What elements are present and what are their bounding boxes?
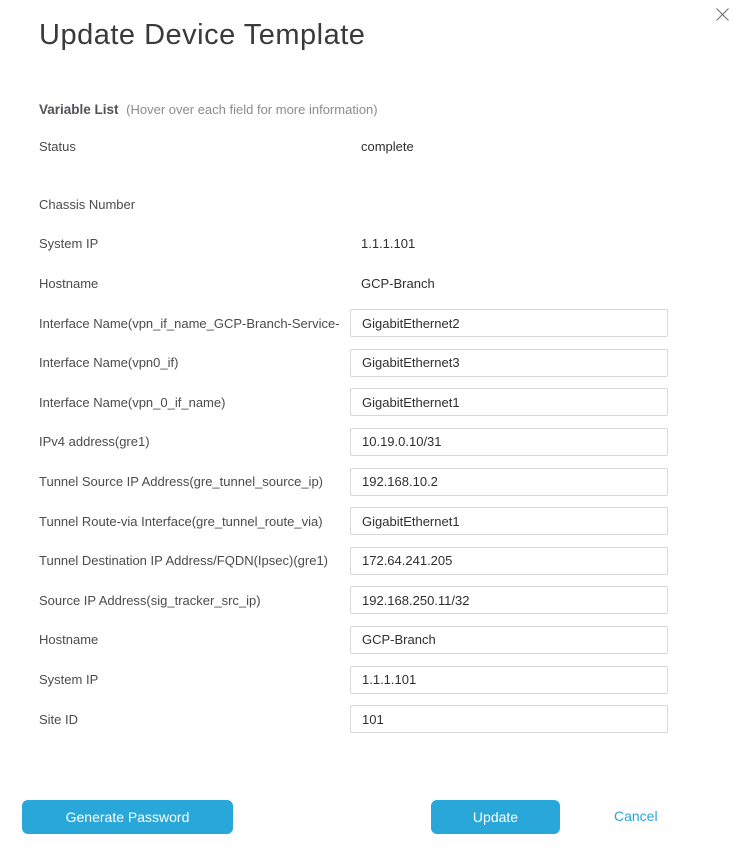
field-label: Tunnel Destination IP Address/FQDN(Ipsec)(gre1) xyxy=(39,553,329,569)
variable-row-static xyxy=(39,224,668,264)
variable-row-editable xyxy=(39,501,668,541)
field-value: 1.1.1.101 xyxy=(361,236,416,252)
variable-row-static xyxy=(39,127,668,167)
variable-row-editable xyxy=(39,581,668,621)
field-input[interactable] xyxy=(350,507,668,535)
variable-list-label: Variable List xyxy=(39,102,119,117)
field-label: Hostname xyxy=(39,276,99,292)
field-input[interactable] xyxy=(350,428,668,456)
field-label: System IP xyxy=(39,672,99,688)
field-label: Hostname xyxy=(39,632,99,648)
field-input[interactable] xyxy=(350,666,668,694)
variable-row-editable xyxy=(39,620,668,660)
variable-row-static xyxy=(39,264,668,304)
field-label: Interface Name(vpn0_if) xyxy=(39,355,179,371)
field-input[interactable] xyxy=(350,468,668,496)
variable-row-editable xyxy=(39,462,668,502)
field-label: Interface Name(vpn_if_name_GCP-Branch-Service- xyxy=(39,315,340,331)
variable-row-editable xyxy=(39,383,668,423)
variable-list-hint: (Hover over each field for more information) xyxy=(126,102,378,117)
variable-row-editable xyxy=(39,343,668,383)
field-input[interactable] xyxy=(350,586,668,614)
field-input[interactable] xyxy=(350,349,668,377)
field-label: Chassis Number xyxy=(39,196,136,212)
variable-row-editable xyxy=(39,541,668,581)
field-label: Status xyxy=(39,139,76,155)
field-input[interactable] xyxy=(350,547,668,575)
variable-list xyxy=(39,127,668,739)
field-input[interactable] xyxy=(350,388,668,416)
field-input[interactable] xyxy=(350,626,668,654)
field-label: Tunnel Route-via Interface(gre_tunnel_route_via) xyxy=(39,513,323,529)
field-label: Site ID xyxy=(39,711,79,727)
field-label: Interface Name(vpn_0_if_name) xyxy=(39,394,226,410)
field-value: GCP-Branch xyxy=(361,276,435,292)
field-label: System IP xyxy=(39,236,99,252)
field-input[interactable] xyxy=(350,705,668,733)
dialog-title: Update Device Template xyxy=(39,19,366,51)
field-input[interactable] xyxy=(350,309,668,337)
variable-row-editable xyxy=(39,699,668,739)
close-icon[interactable] xyxy=(715,5,733,23)
field-label: Source IP Address(sig_tracker_src_ip) xyxy=(39,592,261,608)
cancel-link[interactable]: Cancel xyxy=(614,808,658,824)
variable-row-editable xyxy=(39,422,668,462)
field-label: Tunnel Source IP Address(gre_tunnel_source_ip) xyxy=(39,474,324,490)
variable-list-heading xyxy=(39,102,378,117)
variable-row-editable xyxy=(39,660,668,700)
variable-row-static xyxy=(39,185,668,225)
variable-row-editable xyxy=(39,303,668,343)
update-button[interactable]: Update xyxy=(431,800,560,834)
field-value: complete xyxy=(361,139,414,155)
field-label: IPv4 address(gre1) xyxy=(39,434,150,450)
generate-password-button[interactable]: Generate Password xyxy=(22,800,233,834)
